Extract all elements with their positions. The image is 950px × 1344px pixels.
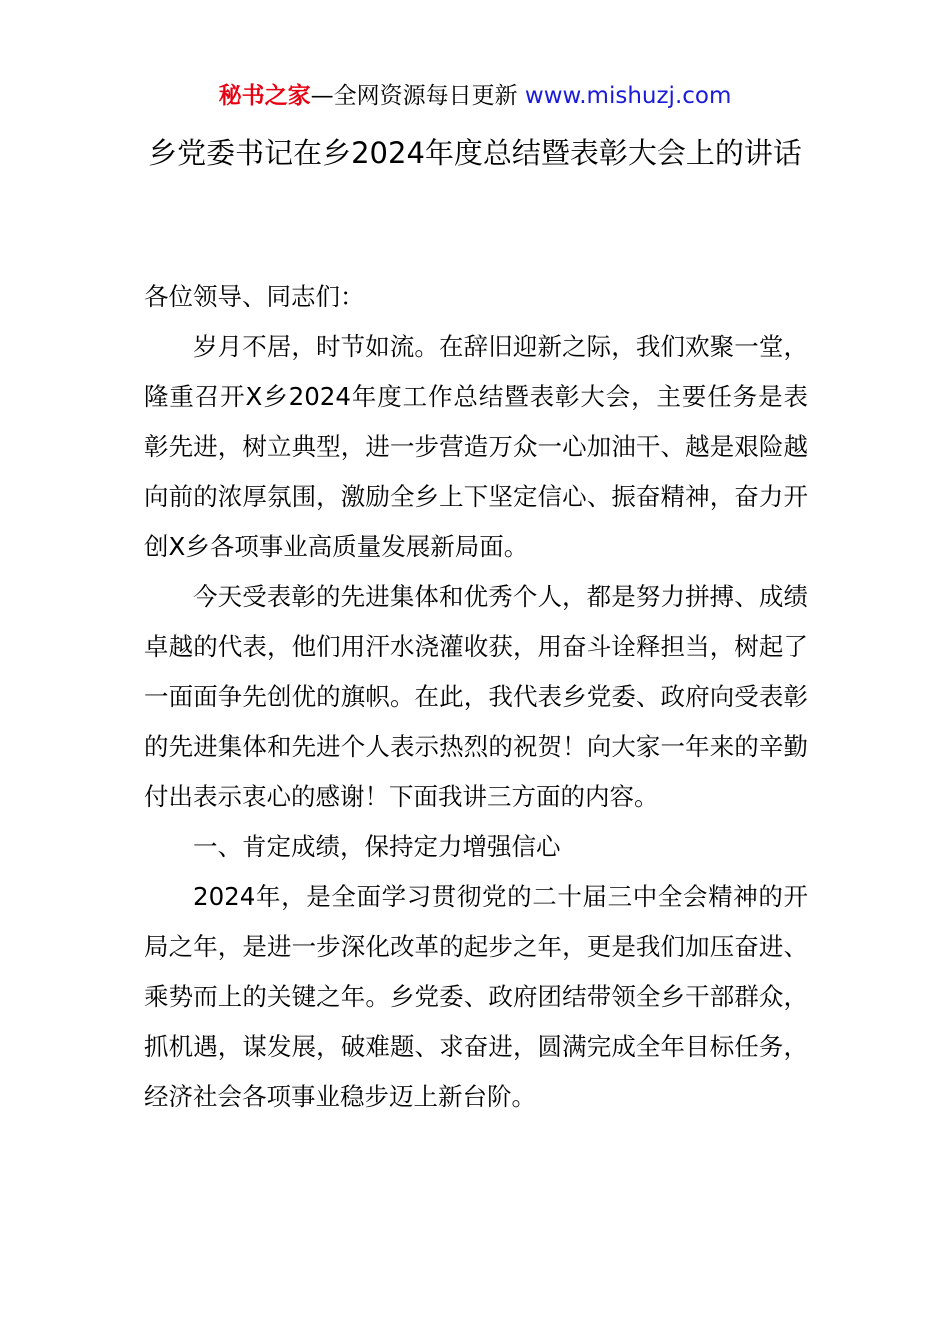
paragraph: 2024年，是全面学习贯彻党的二十届三中全会精神的开局之年，是进一步深化改革的起步之年，更是我们加压奋进、乘势而上的关键之年。乡党委、政府团结带领全乡干部群众，抓机遇，谋发展，破难题、求奋进，圆满完成全年目标任务，经济社会各项事业稳步迈上新台阶。 [144, 882, 808, 1111]
salutation: 各位领导、同志们： [144, 282, 365, 311]
paragraph: 今天受表彰的先进集体和优秀个人，都是努力拼搏、成绩卓越的代表，他们用汗水浇灌收获，用奋斗诠释担当，树起了一面面争先创优的旗帜。在此，我代表乡党委、政府向受表彰的先进集体和先进个人表示热烈的祝贺！向大家一年来的辛勤付出表示衷心的感谢！下面我讲三方面的内容。 [144, 582, 808, 811]
document-title: 乡党委书记在乡2024年度总结暨表彰大会上的讲话 [148, 136, 802, 170]
brand-name: 秘书之家 [218, 83, 311, 109]
paragraph: 岁月不居，时节如流。在辞旧迎新之际，我们欢聚一堂，隆重召开X乡2024年度工作总结暨表彰大会，主要任务是表彰先进，树立典型，进一步营造万众一心加油干、越是艰险越向前的浓厚氛围，激励全乡上下坚定信心、振奋精神，奋力开创X乡各项事业高质量发展新局面。 [144, 332, 808, 561]
header-tagline: —全网资源每日更新 [310, 83, 518, 109]
site-url-link[interactable]: www.mishuzj.com [524, 83, 732, 109]
document-body [144, 272, 808, 1122]
site-header [0, 80, 950, 112]
section-heading: 一、肯定成绩，保持定力增强信心 [193, 832, 561, 861]
